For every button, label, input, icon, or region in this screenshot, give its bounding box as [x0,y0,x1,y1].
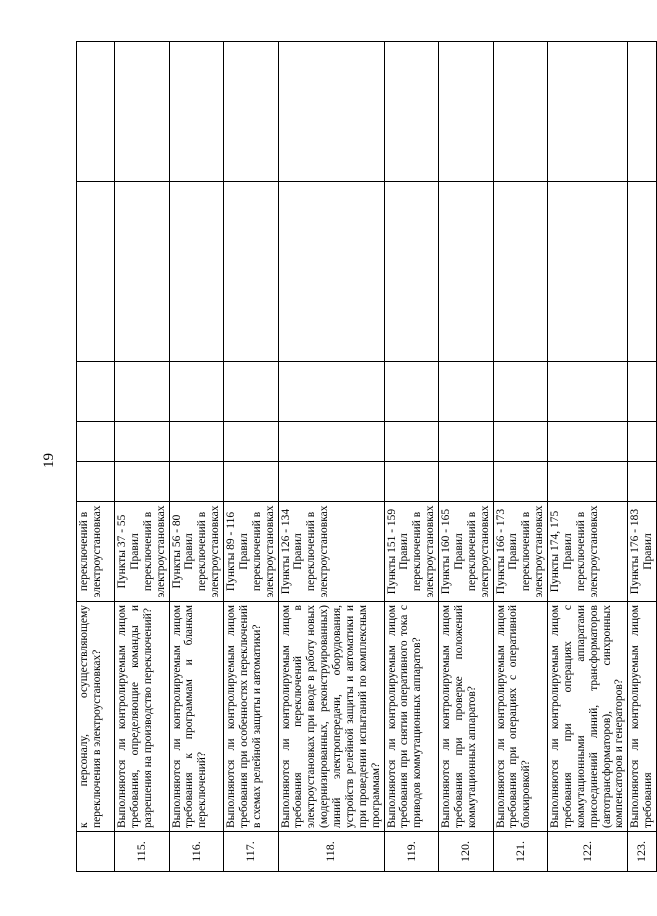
answer-cell [628,42,657,182]
row-number-cell: 117. [224,832,279,872]
row-number-cell: 119. [384,832,439,872]
reference-cell: Пункты 56 - 80 Правил переключений в электроустановках [169,502,224,602]
reference-cell: Пункты 89 - 116 Правил переключений в электроустановках [224,502,279,602]
question-cell: Выполняются ли контролируемым лицом требования при операциях с коммутационными аппаратами присоединений линий, трансформаторов (автотрансформаторов), синхронных компенсаторов и генераторов? [548,602,628,832]
answer-cell [278,462,384,502]
answer-cell [628,422,657,462]
answer-cell [115,462,170,502]
answer-cell [548,362,628,422]
answer-cell [628,182,657,362]
answer-cell [628,362,657,422]
question-cell: Выполняются ли контролируемым лицом требования при особенностях переключений в схемах релейной защиты и автоматики? [224,602,279,832]
answer-cell [439,422,494,462]
answer-cell [493,422,548,462]
answer-cell [548,42,628,182]
answer-cell [224,362,279,422]
question-cell: Выполняются ли контролируемым лицом требования при снятии оперативного тока с приводов коммутационных аппаратов? [384,602,439,832]
checklist-sheet [76,58,655,872]
reference-cell: Пункты 176 - 183 Правил [628,502,657,602]
answer-cell [548,462,628,502]
answer-cell [169,462,224,502]
answer-cell [628,462,657,502]
table-row [439,42,494,872]
answer-cell [439,462,494,502]
table-row [169,42,224,872]
table-row [548,42,628,872]
answer-cell [548,182,628,362]
reference-cell: переключений в электроустановках [77,502,115,602]
row-number-cell: 121. [493,832,548,872]
table-row [493,42,548,872]
table-row [628,42,657,872]
answer-cell [439,42,494,182]
answer-cell [439,182,494,362]
answer-cell [115,362,170,422]
answer-cell [493,42,548,182]
answer-cell [115,422,170,462]
row-number-cell: 120. [439,832,494,872]
row-number-cell: 122. [548,832,628,872]
answer-cell [384,182,439,362]
answer-cell [278,182,384,362]
row-number-cell: 116. [169,832,224,872]
answer-cell [384,462,439,502]
reference-cell: Пункты 174, 175 Правил переключений в электроустановках [548,502,628,602]
answer-cell [77,182,115,362]
answer-cell [548,422,628,462]
answer-cell [77,362,115,422]
reference-cell: Пункты 160 - 165 Правил переключений в электроустановках [439,502,494,602]
reference-cell: Пункты 126 - 134 Правил переключений в электроустановках [278,502,384,602]
row-number-cell: 118. [278,832,384,872]
answer-cell [77,422,115,462]
answer-cell [224,42,279,182]
table-row [77,42,115,872]
answer-cell [224,182,279,362]
answer-cell [169,422,224,462]
reference-cell: Пункты 151 - 159 Правил переключений в электроустановках [384,502,439,602]
reference-cell: Пункты 37 - 55 Правил переключений в электроустановках [115,502,170,602]
answer-cell [384,362,439,422]
answer-cell [169,42,224,182]
question-cell: Выполняются ли контролируемым лицом требования при проверке положений коммутационных аппаратов? [439,602,494,832]
answer-cell [493,182,548,362]
answer-cell [224,462,279,502]
answer-cell [115,42,170,182]
answer-cell [384,422,439,462]
answer-cell [439,362,494,422]
table-row [224,42,279,872]
page-number: 19 [41,453,57,468]
answer-cell [77,462,115,502]
question-cell: Выполняются ли контролируемым лицом требования [628,602,657,832]
question-cell: Выполняются ли контролируемым лицом требования, определяющие команды и разрешения на производство переключений? [115,602,170,832]
answer-cell [493,362,548,422]
answer-cell [278,42,384,182]
table-row [278,42,384,872]
answer-cell [384,42,439,182]
answer-cell [224,422,279,462]
question-cell: Выполняются ли контролируемым лицом требования к программам и бланкам переключений? [169,602,224,832]
row-number-cell [77,832,115,872]
answer-cell [169,362,224,422]
reference-cell: Пункты 166 - 173 Правил переключений в электроустановках [493,502,548,602]
table-row [115,42,170,872]
question-cell: Выполняются ли контролируемым лицом требования при операциях с оперативной блокировкой? [493,602,548,832]
answer-cell [169,182,224,362]
answer-cell [493,462,548,502]
answer-cell [278,422,384,462]
table-row [384,42,439,872]
answer-cell [77,42,115,182]
answer-cell [115,182,170,362]
question-cell: Выполняются ли контролируемым лицом требования переключений в электроустановках при вводе в работу новых (модернизированных, реконструированных) линий электропередачи, оборудования, устройств релейной защиты и автоматики и при проведении испытаний по комплексным программам? [278,602,384,832]
row-number-cell: 115. [115,832,170,872]
checklist-table [76,41,657,872]
question-cell: к персоналу, осуществляющему переключения в электроустановках? [77,602,115,832]
row-number-cell: 123. [628,832,657,872]
answer-cell [278,362,384,422]
